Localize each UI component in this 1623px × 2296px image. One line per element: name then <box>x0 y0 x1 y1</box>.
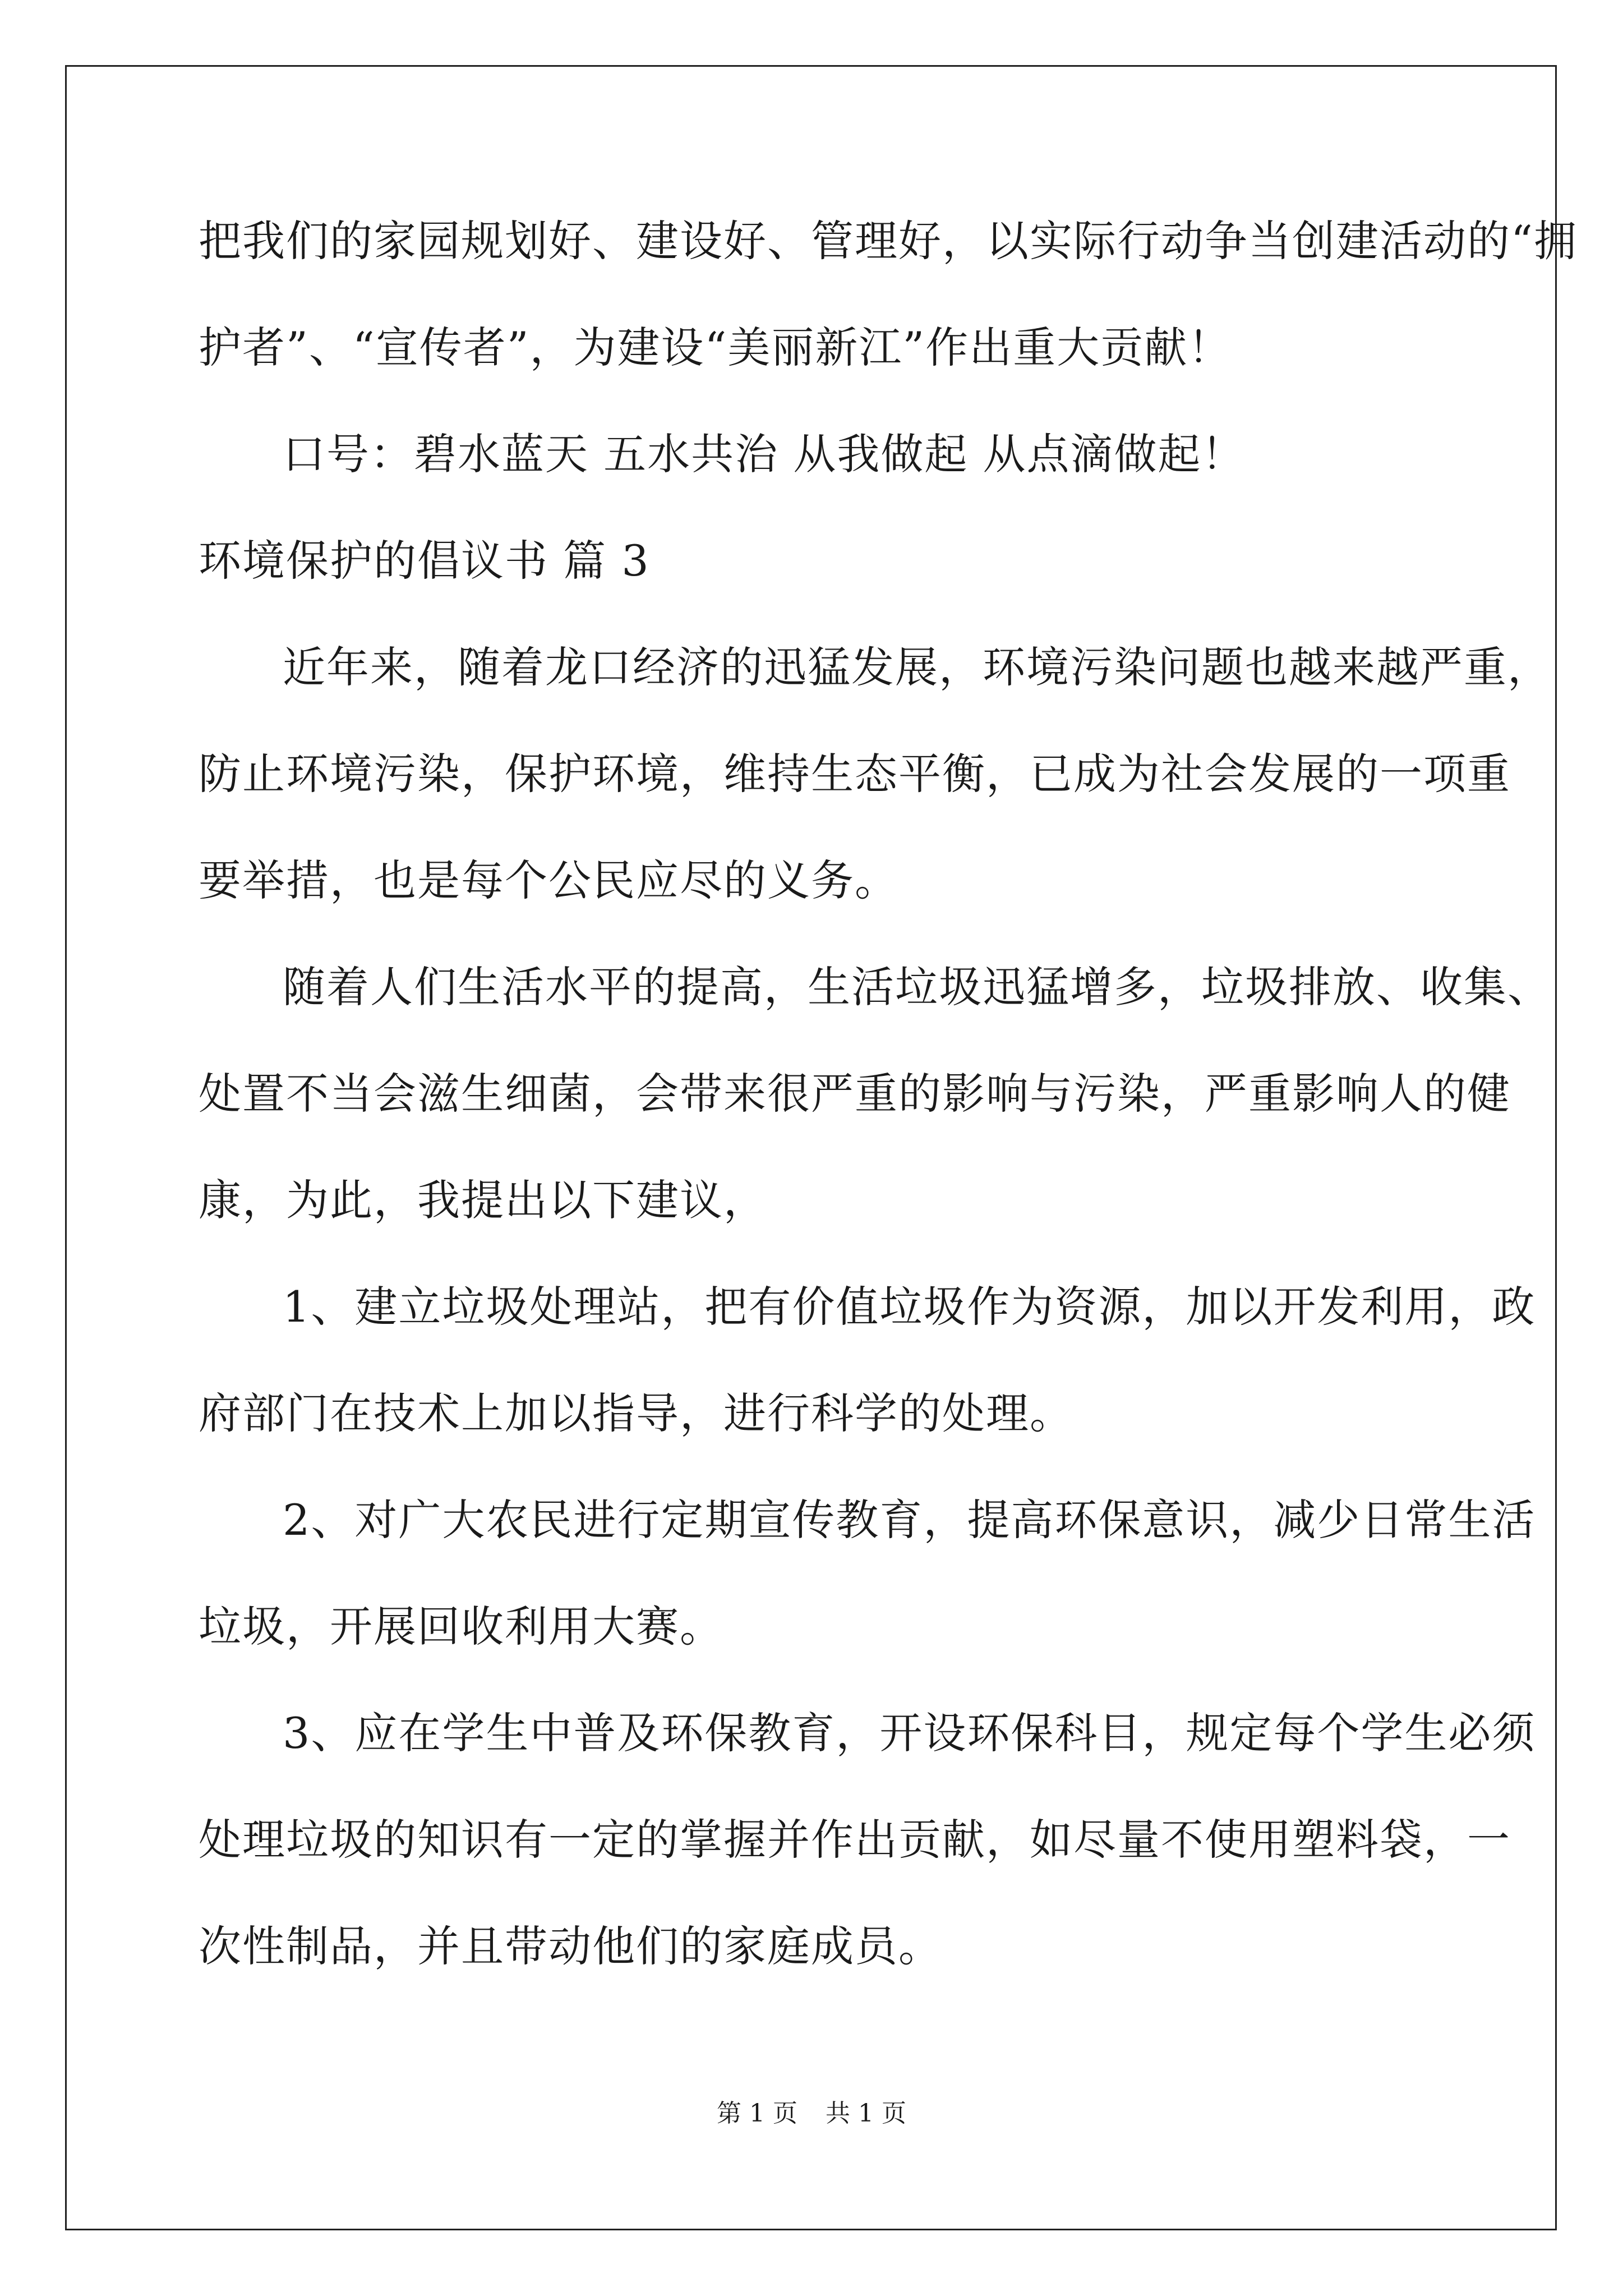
section-heading: 环境保护的倡议书 篇 3 <box>199 536 650 586</box>
paragraph-line: 随着人们生活水平的提高，生活垃圾迅猛增多，垃圾排放、收集、 <box>283 962 1551 1012</box>
paragraph-line: 防止环境污染，保护环境，维持生态平衡，已成为社会发展的一项重 <box>199 749 1511 799</box>
page-count: 共 1 页 <box>826 2099 906 2128</box>
document-body <box>199 213 1578 1975</box>
list-item-line: 次性制品，并且带动他们的家庭成员。 <box>199 1921 942 1971</box>
paragraph-line: 近年来，随着龙口经济的迅猛发展，环境污染问题也越来越严重， <box>283 642 1551 692</box>
paragraph-line: 护者”、“宣传者”，为建设“美丽新江”作出重大贡献！ <box>199 323 1232 372</box>
paragraph-line: 处置不当会滋生细菌，会带来很严重的影响与污染，严重影响人的健 <box>199 1069 1511 1119</box>
paragraph-line: 把我们的家园规划好、建设好、管理好，以实际行动争当创建活动的“拥 <box>199 216 1578 266</box>
paragraph-line: 康，为此，我提出以下建议， <box>199 1175 767 1225</box>
list-item-line: 处理垃圾的知识有一定的掌握并作出贡献，如尽量不使用塑料袋，一 <box>199 1815 1511 1865</box>
paragraph-line: 要举措，也是每个公民应尽的义务。 <box>199 855 898 905</box>
slogan-line: 口号：碧水蓝天 五水共治 从我做起 从点滴做起！ <box>283 429 1246 479</box>
list-item-line: 1、建立垃圾处理站，把有价值垃圾作为资源，加以开发利用，政 <box>283 1282 1536 1332</box>
page-number: 第 1 页 <box>717 2099 797 2128</box>
list-item-line: 3、应在学生中普及环保教育，开设环保科目，规定每个学生必须 <box>283 1708 1536 1758</box>
list-item-line: 垃圾，开展回收利用大赛。 <box>199 1602 723 1651</box>
page-footer <box>0 2097 1623 2131</box>
list-item-line: 府部门在技术上加以指导，进行科学的处理。 <box>199 1388 1073 1438</box>
list-item-line: 2、对广大农民进行定期宣传教育，提高环保意识，减少日常生活 <box>283 1495 1536 1545</box>
